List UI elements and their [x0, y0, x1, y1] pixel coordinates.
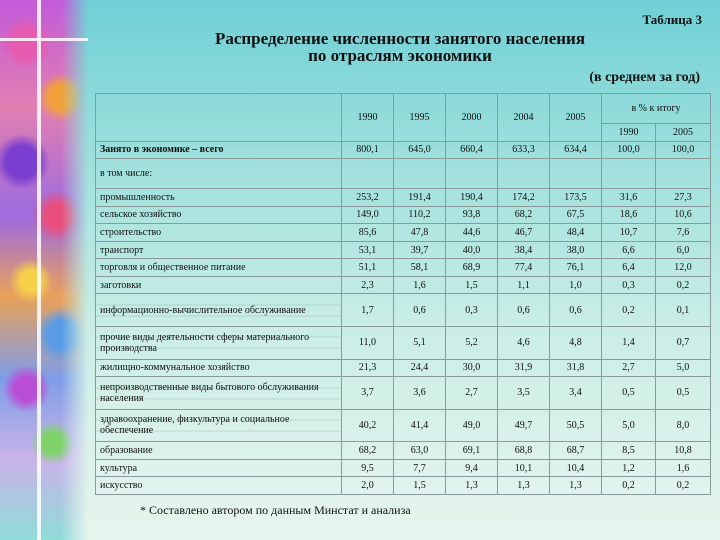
row-label: информационно-вычислительное обслуживание: [96, 294, 342, 327]
empty-cell: [498, 159, 550, 189]
row-label: культура: [96, 459, 342, 477]
title-line-2: по отраслям экономики: [308, 46, 492, 65]
cell-value: 68,8: [498, 442, 550, 460]
cell-value: 0,2: [656, 276, 711, 294]
row-label: заготовки: [96, 276, 342, 294]
cell-value: 190,4: [446, 189, 498, 207]
cell-value: 3,6: [394, 377, 446, 410]
cell-value: 68,2: [498, 206, 550, 224]
cell-value: 3,5: [498, 377, 550, 410]
cell-value: 1,3: [550, 477, 602, 495]
cell-value: 39,7: [394, 241, 446, 259]
row-label: здравоохранение, физкультура и социальное обеспечение: [96, 409, 342, 442]
table-body: [96, 94, 711, 495]
cell-value: 31,6: [602, 189, 656, 207]
table-row: [96, 326, 711, 359]
cell-value: 63,0: [394, 442, 446, 460]
footnote: * Составлено автором по данным Минстат и анализа: [140, 503, 411, 517]
cell-value: 10,7: [602, 224, 656, 242]
cell-value: 0,7: [656, 326, 711, 359]
row-label: жилищно-коммунальное хозяйство: [96, 359, 342, 377]
cell-value: 10,8: [656, 442, 711, 460]
table-row: [96, 459, 711, 477]
cell-value: 173,5: [550, 189, 602, 207]
cell-value: 110,2: [394, 206, 446, 224]
cell-value: 6,0: [656, 241, 711, 259]
cell-value: 1,3: [446, 477, 498, 495]
table-row: [96, 377, 711, 410]
cell-value: 21,3: [342, 359, 394, 377]
cell-value: 2,7: [602, 359, 656, 377]
cell-value: 0,2: [602, 477, 656, 495]
data-table: [95, 93, 710, 495]
row-label: в том числе:: [96, 159, 342, 189]
cell-value: 40,0: [446, 241, 498, 259]
table-row: [96, 359, 711, 377]
row-label: прочие виды деятельности сферы материального производства: [96, 326, 342, 359]
cell-value: 100,0: [602, 141, 656, 159]
cell-value: 31,8: [550, 359, 602, 377]
cell-value: 77,4: [498, 259, 550, 277]
header-empty-cell: [96, 94, 342, 142]
row-label: непроизводственные виды бытового обслуживания населения: [96, 377, 342, 410]
row-label: промышленность: [96, 189, 342, 207]
cell-value: 0,3: [602, 276, 656, 294]
cell-value: 5,2: [446, 326, 498, 359]
empty-cell: [446, 159, 498, 189]
header-year-cell: 2005: [550, 94, 602, 142]
cell-value: 69,1: [446, 442, 498, 460]
cell-value: 50,5: [550, 409, 602, 442]
table-row-total: [96, 141, 711, 159]
cell-value: 10,4: [550, 459, 602, 477]
row-label: образование: [96, 442, 342, 460]
cell-value: 3,4: [550, 377, 602, 410]
empty-cell: [550, 159, 602, 189]
cell-value: 1,7: [342, 294, 394, 327]
cell-value: 1,1: [498, 276, 550, 294]
decorative-flower-strip: [0, 0, 88, 540]
cell-value: 47,8: [394, 224, 446, 242]
cell-value: 5,0: [602, 409, 656, 442]
table-row: [96, 259, 711, 277]
cell-value: 18,6: [602, 206, 656, 224]
table-row: [96, 206, 711, 224]
cell-value: 9,4: [446, 459, 498, 477]
cell-value: 49,7: [498, 409, 550, 442]
cell-value: 634,4: [550, 141, 602, 159]
header-pct-cell: в % к итогу: [602, 94, 711, 124]
cell-value: 0,2: [602, 294, 656, 327]
cell-value: 1,6: [394, 276, 446, 294]
cell-value: 46,7: [498, 224, 550, 242]
cell-value: 1,4: [602, 326, 656, 359]
cell-value: 8,0: [656, 409, 711, 442]
row-label: сельское хозяйство: [96, 206, 342, 224]
table-subtitle: (в среднем за год): [589, 70, 700, 85]
cell-value: 0,1: [656, 294, 711, 327]
row-label: Занято в экономике – всего: [96, 141, 342, 159]
header-year-cell: 1990: [342, 94, 394, 142]
cell-value: 11,0: [342, 326, 394, 359]
cell-value: 1,2: [602, 459, 656, 477]
cell-value: 4,8: [550, 326, 602, 359]
page-title: [150, 30, 650, 64]
cell-value: 24,4: [394, 359, 446, 377]
cell-value: 253,2: [342, 189, 394, 207]
cell-value: 0,6: [498, 294, 550, 327]
header-pct-year-cell: 2005: [656, 124, 711, 142]
cell-value: 85,6: [342, 224, 394, 242]
table-row: [96, 409, 711, 442]
header-year-cell: 2004: [498, 94, 550, 142]
cell-value: 0,6: [394, 294, 446, 327]
cell-value: 0,6: [550, 294, 602, 327]
empty-cell: [342, 159, 394, 189]
cell-value: 31,9: [498, 359, 550, 377]
cell-value: 12,0: [656, 259, 711, 277]
cell-value: 44,6: [446, 224, 498, 242]
row-label: строительство: [96, 224, 342, 242]
empty-cell: [602, 159, 656, 189]
decorative-vertical-line: [37, 0, 41, 540]
cell-value: 51,1: [342, 259, 394, 277]
decorative-horizontal-line: [0, 38, 88, 41]
table-row: [96, 442, 711, 460]
cell-value: 0,5: [602, 377, 656, 410]
cell-value: 10,6: [656, 206, 711, 224]
cell-value: 3,7: [342, 377, 394, 410]
cell-value: 9,5: [342, 459, 394, 477]
row-label: искусство: [96, 477, 342, 495]
cell-value: 2,7: [446, 377, 498, 410]
cell-value: 4,6: [498, 326, 550, 359]
cell-value: 6,4: [602, 259, 656, 277]
table-row: [96, 241, 711, 259]
cell-value: 8,5: [602, 442, 656, 460]
empty-cell: [656, 159, 711, 189]
cell-value: 0,2: [656, 477, 711, 495]
cell-value: 1,6: [656, 459, 711, 477]
cell-value: 191,4: [394, 189, 446, 207]
header-row: [96, 94, 711, 124]
cell-value: 174,2: [498, 189, 550, 207]
cell-value: 645,0: [394, 141, 446, 159]
cell-value: 67,5: [550, 206, 602, 224]
cell-value: 7,7: [394, 459, 446, 477]
cell-value: 48,4: [550, 224, 602, 242]
cell-value: 7,6: [656, 224, 711, 242]
table-row: [96, 294, 711, 327]
cell-value: 5,1: [394, 326, 446, 359]
cell-value: 27,3: [656, 189, 711, 207]
cell-value: 53,1: [342, 241, 394, 259]
cell-value: 1,5: [394, 477, 446, 495]
cell-value: 68,2: [342, 442, 394, 460]
cell-value: 10,1: [498, 459, 550, 477]
table-row: [96, 477, 711, 495]
cell-value: 40,2: [342, 409, 394, 442]
cell-value: 0,5: [656, 377, 711, 410]
row-label: торговля и общественное питание: [96, 259, 342, 277]
cell-value: 76,1: [550, 259, 602, 277]
row-label: транспорт: [96, 241, 342, 259]
cell-value: 6,6: [602, 241, 656, 259]
cell-value: 633,3: [498, 141, 550, 159]
header-year-cell: 2000: [446, 94, 498, 142]
cell-value: 38,0: [550, 241, 602, 259]
cell-value: 149,0: [342, 206, 394, 224]
cell-value: 5,0: [656, 359, 711, 377]
header-pct-year-cell: 1990: [602, 124, 656, 142]
cell-value: 1,3: [498, 477, 550, 495]
cell-value: 100,0: [656, 141, 711, 159]
cell-value: 49,0: [446, 409, 498, 442]
header-year-cell: 1995: [394, 94, 446, 142]
title-line-1: Распределение численности занятого населения: [214, 29, 586, 48]
empty-cell: [394, 159, 446, 189]
cell-value: 800,1: [342, 141, 394, 159]
table-row-subheading: [96, 159, 711, 189]
cell-value: 41,4: [394, 409, 446, 442]
table-row: [96, 224, 711, 242]
cell-value: 1,0: [550, 276, 602, 294]
table-row: [96, 189, 711, 207]
table-number: Таблица 3: [642, 12, 702, 27]
cell-value: 68,9: [446, 259, 498, 277]
cell-value: 58,1: [394, 259, 446, 277]
cell-value: 660,4: [446, 141, 498, 159]
cell-value: 1,5: [446, 276, 498, 294]
cell-value: 38,4: [498, 241, 550, 259]
cell-value: 0,3: [446, 294, 498, 327]
table-row: [96, 276, 711, 294]
cell-value: 30,0: [446, 359, 498, 377]
cell-value: 2,3: [342, 276, 394, 294]
cell-value: 68,7: [550, 442, 602, 460]
cell-value: 93,8: [446, 206, 498, 224]
cell-value: 2,0: [342, 477, 394, 495]
